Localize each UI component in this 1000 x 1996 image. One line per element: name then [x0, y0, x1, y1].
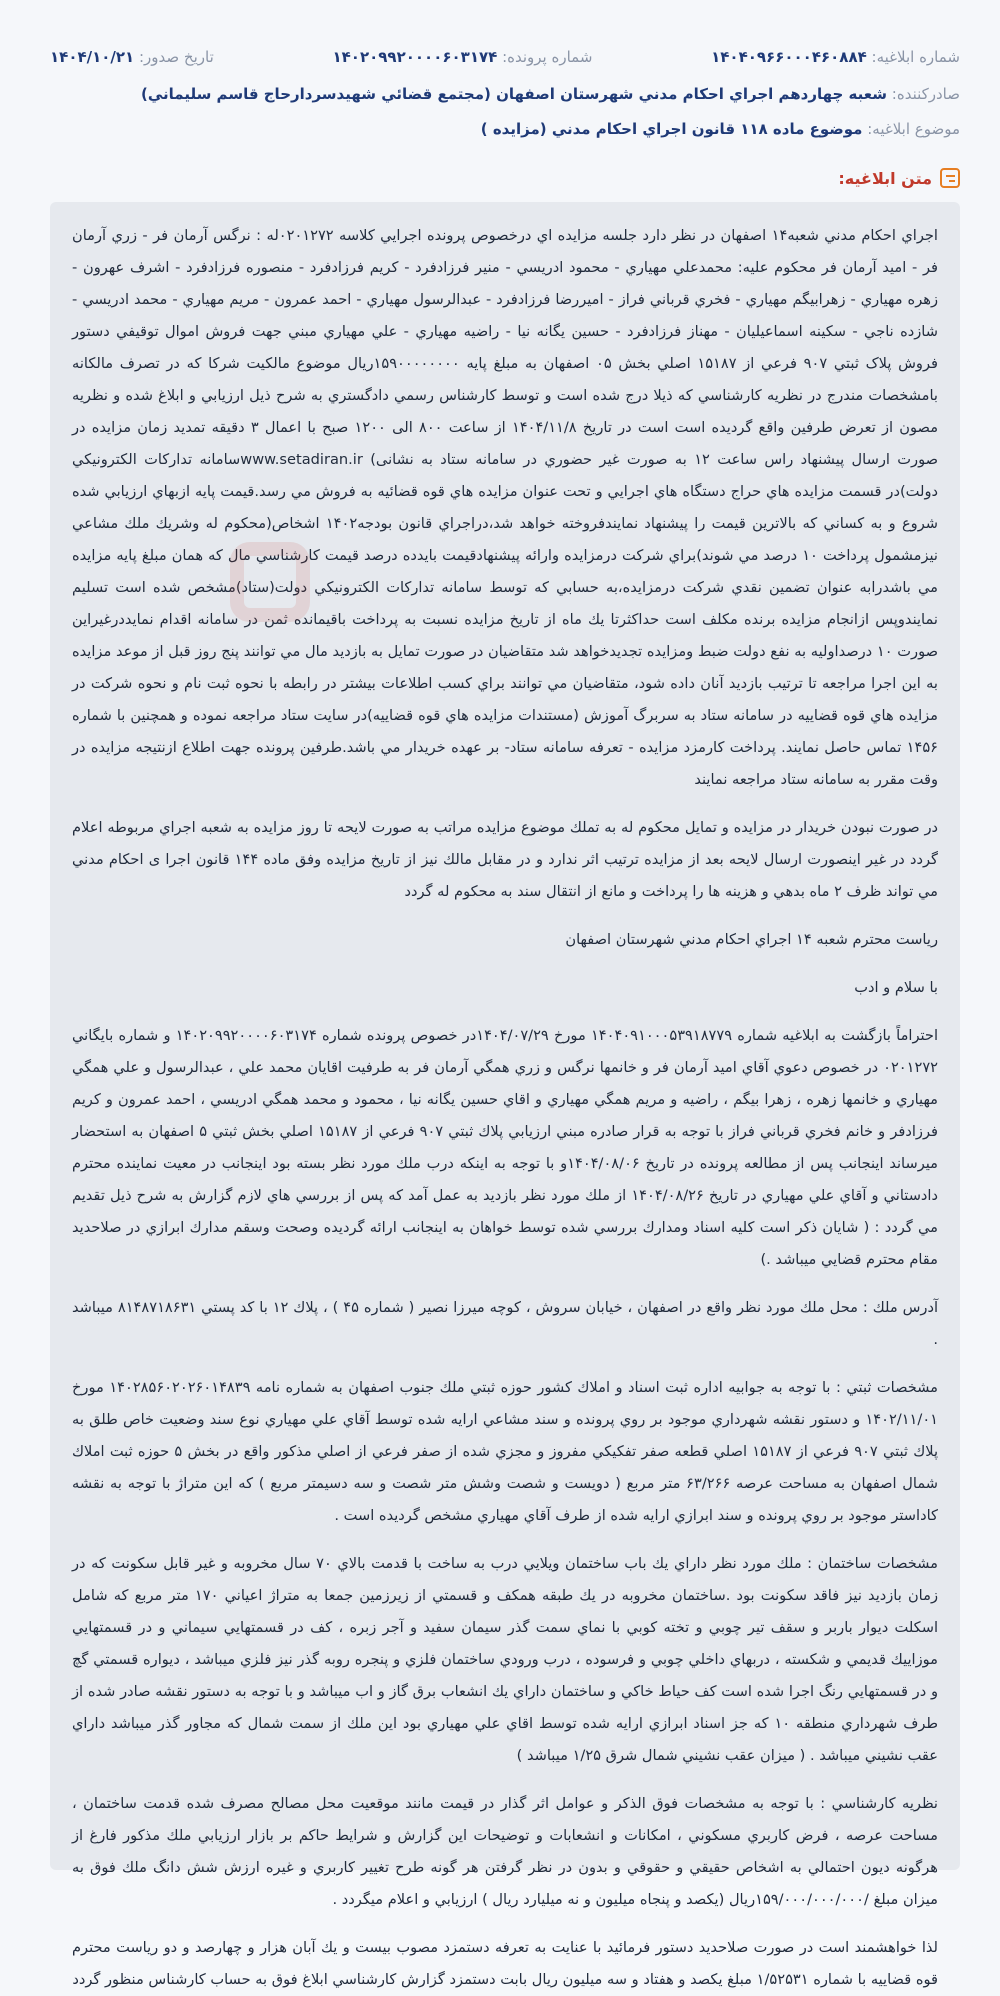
notice-number-label: شماره ابلاغیه: — [871, 48, 960, 66]
paragraph-no-buyer: در صورت نبودن خريدار در مزايده و تمايل محكوم له به تملك موضوع مزايده مراتب به صورت لايحه تا روز مزايده به شعبه اجراي مربوطه اعلام گردد در غير اينصورت ارسال لايحه بعد از مزايده ترتيب اثر ندارد و در مقابل مالك نيز از تاريخ مزايده وفق ماده ۱۴۴ قانون اجرا ی احكام مدني مي تواند ظرف ۲ ماه بدهي و هزينه ها را پرداخت و مانع از انتقال سند به محكوم له گردد — [72, 819, 938, 900]
meta-row — [50, 48, 960, 66]
issuer-value: شعبه چهاردهم اجراي احكام مدني شهرستان اصفهان (مجتمع قضائي شهيدسردارحاج قاسم سليماني) — [140, 85, 887, 103]
paragraph-building: مشخصات ساختمان : ملك مورد نظر داراي يك باب ساختمان ويلايي درب به ساخت با قدمت بالاي ۷۰ سال مخروبه و غير قابل سكونت كه در زمان بازديد نيز فاقد سكونت بود .ساختمان مخروبه در يك طبقه همكف و قسمتي از زيرزمين جمعا به متراژ اعياني ۱۷۰ متر مربع كه شامل اسكلت ديوار باربر و سقف تير چوبي و تخته كوبي با نماي سمت گذر سيمان سفيد و آجر زبره ، كف در قسمتهايي سيماني و در قسمتهايي موزاييك قديمي و شكسته ، دربهاي داخلي چوبي و فرسوده ، درب ورودي ساختمان فلزي و پنجره روبه گذر نيز فلزي ميباشد ، ديواره قسمتي گچ و در قسمتهايي رنگ اجرا شده است كف حياط خاكي و ساختمان داراي يك انشعاب برق گاز و اب ميباشد و با توجه به دستور نقشه صادر شده از طرف شهرداري منطقه ۱۰ كه جز اسناد ابرازي ارايه شده توسط اقاي علي مهياري بود اين ملك از سمت شمال كه مجاور گذر ميباشد داراي عقب نشيني ميباشد . ( ميزان عقب نشيني شمال شرق ۱/۲۵ ميباشد ) — [72, 1555, 938, 1764]
case-number-label: شماره پرونده: — [502, 48, 593, 66]
paragraph-addressee: رياست محترم شعبه ۱۴ اجراي احكام مدني شهرستان اصفهان — [565, 931, 938, 948]
paragraph-greeting: با سلام و ادب — [854, 979, 938, 996]
notice-number — [711, 48, 960, 66]
notice-number-value: ۱۴۰۴۰۹۶۶۰۰۰۴۶۰۸۸۴ — [711, 48, 867, 66]
subject-value: موضوع ماده ۱۱۸ قانون اجراي احكام مدني (مزايده ) — [480, 120, 863, 138]
notice-text-title: متن ابلاغیه: — [838, 168, 932, 188]
issue-date-label: تاریخ صدور: — [139, 48, 214, 66]
paragraph-registration: مشخصات ثبتي : با توجه به جوابيه اداره ثبت اسناد و املاك كشور حوزه ثبتي ملك جنوب اصفهان به شماره نامه ۱۴۰۲۸۵۶۰۲۰۲۶۰۱۴۸۳۹ مورخ ۱۴۰۲/۱۱/۰۱ و دستور نقشه شهرداري موجود بر روي پرونده و سند مشاعي ارايه شده توسط آقاي علي مهياري نوع سند وضعيت خاص طلق به پلاك ثبتي ۹۰۷ فرعي از ۱۵۱۸۷ اصلي قطعه صفر تفكيكي مفروز و مجزي شده از صفر فرعي از اصلي مذكور واقع در بخش ۵ حوزه ثبت املاك شمال اصفهان به مساحت عرصه ۶۳/۲۶۶ متر مربع ( دويست و شصت وشش متر شصت و سه دسيمتر مربع ) كه اين متراژ با توجه به نقشه كاداستر موجود بر روي پرونده و سند ابرازي ارايه شده از طرف آقاي مهياري مشخص گرديده است . — [72, 1379, 939, 1524]
subject-line — [50, 120, 960, 138]
case-number-value: ۱۴۰۲۰۹۹۲۰۰۰۰۶۰۳۱۷۴ — [332, 48, 498, 66]
case-number — [332, 48, 592, 66]
paragraph-auction: اجراي احكام مدني شعبه۱۴ اصفهان در نظر دارد جلسه مزايده اي درخصوص پرونده اجرايي كلاسه ۰۲۰۱۲۷۲له : نرگس آرمان فر - زري آرمان فر - اميد آرمان فر محكوم عليه: محمدعلي مهياري - محمود ادريسي - منير فرزادفرد - كريم فرزادفرد - منصوره فرزادفرد - اشرف عهرون - زهره مهياري - زهرابيگم مهياري - فخري قرباني فراز - اميررضا فرزادفرد - عبدالرسول مهياري - احمد عمرون - مريم مهياري - محمد ادريسي - شازده ناجي - سكينه اسماعيليان - مهناز فرزادفرد - حسين يگانه نيا - راضيه مهياري - علي مهياري مبني جهت فروش اموال توقيفي دستور فروش پلاک ثبتي ۹۰۷ فرعي از ۱۵۱۸۷ اصلي بخش ۰۵ اصفهان به مبلغ پايه ۱۵۹۰۰۰۰۰۰۰۰ريال موضوع مالكيت شركا كه در تصرف مالكانه بامشخصات مندرج در نظريه كارشناسي كه ذيلا درج شده است و توسط كارشناس رسمي دادگستري به شرح ذيل ارزيابي و ابلاغ شده و نظريه مصون از تعرض طرفين واقع گرديده است است در تاريخ ۱۴۰۴/۱۱/۸ از ساعت ۸۰۰ الی ۱۲۰۰ صبح با اعمال ۳ دقيقه تمديد زمان مزايده در صورت ارسال پيشنهاد راس ساعت ۱۲ به صورت غير حضوري در سامانه ستاد به نشانی) www.setadiran.irسامانه تداركات الكترونيكي دولت)در قسمت مزايده هاي حراج دستگاه هاي اجرايي و تحت عنوان مزايده هاي قوه قضائيه به فروش مي رسد.قيمت پايه ازبهاي ارزيابي شده شروع و به كساني كه بالاترين قيمت را پيشنهاد نمايندفروخته خواهد شد،دراجراي قانون بودجه۱۴۰۲ اشخاص(محكوم له وشريك ملك مشاعي نيزمشمول پرداخت ۱۰ درصد مي شوند)براي شركت درمزايده وارائه پيشنهادقيمت بايدده درصد قيمت كارشناسي مال كه همان مبلغ پايه مزايده مي باشدرابه عنوان تضمين نقدي شركت درمزايده،به حسابي كه توسط سامانه تداركات الكترونيكي دولت(ستاد)مشخص شده است تسليم نمايندوپس ازانجام مزايده برنده مكلف است حداكثرتا يك ماه از تاريخ مزايده نسبت به پرداخت باقيمانده ثمن در سامانه اقدام نمايددرغيراين صورت ۱۰ درصداوليه به نفع دولت ضبط ومزايده تجديدخواهد شد متقاضيان در صورت تمايل به بازديد مال مي توانند پنج روز قبل از موعد مزايده به اين اجرا مراجعه تا ترتيب بازديد آنان داده شود، متقاضيان مي توانند براي كسب اطلاعات بيشتر در رابطه با نحوه ثبت نام و نحوه شركت در مزايده هاي قوه قضاييه در سامانه ستاد به سربرگ آموزش (مستندات مزايده هاي قوه قضاييه)در سايت ستاد مراجعه نموده و همچنين با شماره ۱۴۵۶ تماس حاصل نمايند. پرداخت كارمزد مزايده - تعرفه سامانه ستاد- بر عهده خريدار مي باشد.طرفين پرونده جهت اطلاع ازنتيجه مزايده در وقت مقرر به سامانه ستاد مراجعه نمايند — [72, 227, 939, 788]
paragraph-request: لذا خواهشمند است در صورت صلاحديد دستور فرمائيد با عنايت به تعرفه دستمزد مصوب بيست و يك آبان هزار و چهارصد و دو رياست محترم قوه قضاييه با شماره ۱/۵۲۵۳۱ مبلغ يكصد و هفتاد و سه ميليون ريال بابت دستمزد گزارش كارشناسي ابلاغ فوق به حساب كارشناس منظور گردد — [72, 1939, 938, 1988]
paragraph-expert-opinion: نظريه كارشناسي : با توجه به مشخصات فوق الذكر و عوامل اثر گذار در قيمت مانند موقعيت محل مصالح مصرف شده قدمت ساختمان ، مساحت عرصه ، فرض كاربري مسكوني ، امكانات و انشعابات و توضيحات اين گزارش و شرايط حاكم بر بازار ارزيابي ملك مذكور فارغ از هرگونه ديون احتمالي به اشخاص حقيقي و حقوقي و بدون در نظر گرفتن هر گونه طرح تغيير كاربري و غيره ارزش شش دانگ ملك فوق به ميزان مبلغ /۱۵۹/۰۰۰/۰۰۰/۰۰۰ريال (يكصد و پنجاه ميليون و نه ميليارد ريال ) ارزيابي و اعلام ميگردد . — [72, 1795, 938, 1908]
document-icon — [940, 168, 960, 188]
paragraph-report-intro: احتراماً بازگشت به ابلاغيه شماره ۱۴۰۴۰۹۱۰۰۰۵۳۹۱۸۷۷۹ مورخ ۱۴۰۴/۰۷/۲۹در خصوص پرونده شماره ۱۴۰۲۰۹۹۲۰۰۰۰۶۰۳۱۷۴ و شماره بايگاني ۰۲۰۱۲۷۲ در خصوص دعوي آقاي اميد آرمان فر و خانمها نرگس و زري همگي آرمان فر به طرفيت اقايان محمد علي ، عبدالرسول و علي همگي مهياري و خانمها زهره ، زهرا بيگم ، راضيه و مريم همگي مهياري و اقاي حسين يگانه نيا ، محمود و محمد همگي ادريسي ، احمد عمرون و كريم فرزادفر و خانم فخري قرباني فراز با توجه به قرار صادره مبني ارزيابي پلاك ثبتي ۹۰۷ فرعي از ۱۵۱۸۷ اصلي بخش ثبتي ۵ اصفهان به استحضار ميرساند اينجانب پس از مطالعه پرونده در تاريخ ۱۴۰۴/۰۸/۰۶و با توجه به اينكه درب ملك مورد نظر بسته بود اينجانب در معيت نماينده محترم دادستاني و آقاي علي مهياري در تاريخ ۱۴۰۴/۰۸/۲۶ از ملك مورد نظر بازديد به عمل آمد كه پس از بررسي هاي لازم گزارش به شرح ذيل تقديم مي گردد : ( شايان ذكر است كليه اسناد ومدارك بررسي شده توسط خواهان به اينجانب ارائه گرديده وصحت وسقم مدارك ابرازي در صلاحديد مقام محترم قضايي ميباشد .) — [72, 1027, 939, 1268]
issuer-label: صادرکننده: — [891, 85, 960, 103]
issue-date-value: ۱۴۰۴/۱۰/۲۱ — [50, 48, 135, 66]
issue-date — [50, 48, 214, 66]
notice-body — [50, 202, 960, 1988]
subject-label: موضوع ابلاغیه: — [867, 120, 960, 138]
issuer-line — [50, 85, 960, 103]
notice-text-heading — [838, 168, 960, 188]
paragraph-address: آدرس ملك : محل ملك مورد نظر واقع در اصفهان ، خيابان سروش ، كوچه ميرزا نصير ( شماره ۴۵ ) ، پلاك ۱۲ با كد پستي ۸۱۴۸۷۱۸۶۳۱ ميباشد . — [72, 1299, 938, 1348]
